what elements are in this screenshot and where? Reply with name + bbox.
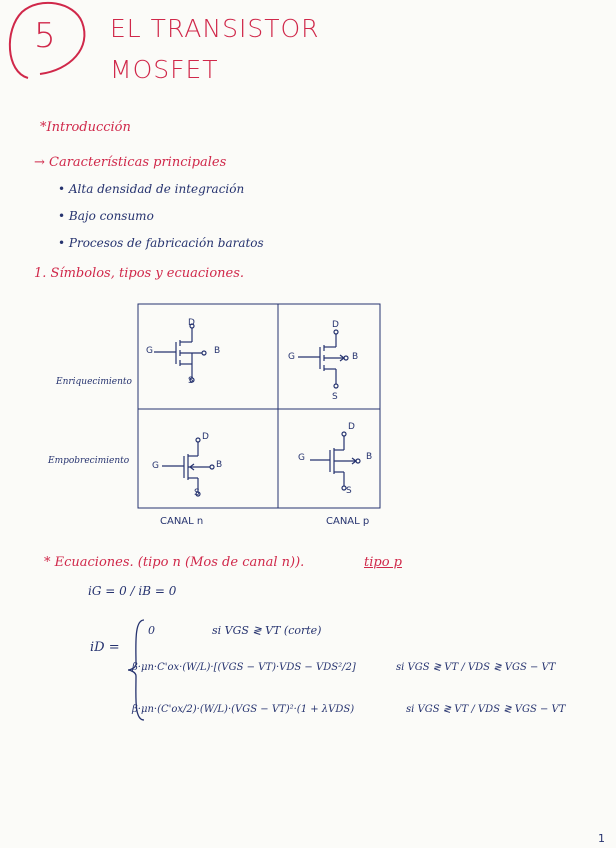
- chapter-circle-icon: [0, 0, 120, 90]
- chapter-number: 5: [34, 16, 57, 56]
- terminal-label: G: [152, 461, 159, 471]
- enhancement-pmos-symbol: [298, 330, 348, 388]
- case-condition: si VGS ≷ VT (corte): [212, 624, 322, 637]
- case-condition: si VGS ≷ VT / VDS ≷ VGS − VT: [406, 704, 566, 715]
- col-label-n: CANAL n: [160, 516, 204, 527]
- terminal-label: B: [216, 460, 223, 470]
- case-condition: si VGS ≷ VT / VDS ≷ VGS − VT: [396, 662, 556, 673]
- terminal-label: D: [188, 318, 195, 328]
- terminal-label: G: [288, 352, 295, 362]
- row-label-enhancement: Enriquecimiento: [56, 377, 132, 387]
- terminal-label: S: [188, 376, 194, 386]
- intro-heading: *Introducción: [40, 120, 131, 135]
- terminal-label: G: [298, 453, 305, 463]
- enhancement-nmos-symbol: [154, 324, 206, 382]
- feature-item: • Alta densidad de integración: [58, 182, 245, 196]
- case-expression: β·μn·C'ox·(W/L)·[(VGS − VT)·VDS − VDS²/2]: [132, 662, 356, 673]
- gate-currents: iG = 0 / iB = 0: [88, 584, 177, 598]
- equations-heading: * Ecuaciones. (tipo n (Mos de canal n)).: [44, 555, 305, 570]
- page-number: 1: [598, 832, 605, 845]
- case-expression: 0: [148, 624, 155, 637]
- title-line-1: EL TRANSISTOR: [110, 14, 320, 43]
- terminal-label: S: [332, 392, 338, 402]
- terminal-label: B: [214, 346, 221, 356]
- col-label-p: CANAL p: [326, 516, 370, 527]
- row-label-depletion: Empobrecimiento: [48, 456, 130, 466]
- equations-tipo-p: tipo p: [364, 555, 402, 570]
- mosfet-symbols-grid: [130, 302, 386, 514]
- case-expression: β·μn·(C'ox/2)·(W/L)·(VGS − VT)²·(1 + λVDS): [132, 704, 355, 715]
- terminal-label: D: [332, 320, 339, 330]
- terminal-label: S: [346, 486, 352, 496]
- features-heading: → Características principales: [34, 155, 227, 170]
- feature-item: • Procesos de fabricación baratos: [58, 236, 264, 250]
- terminal-label: S: [194, 488, 200, 498]
- terminal-label: D: [202, 432, 209, 442]
- id-label: iD =: [90, 640, 120, 655]
- depletion-pmos-symbol: [310, 432, 360, 490]
- title-line-2: MOSFET: [110, 55, 219, 84]
- depletion-nmos-symbol: [162, 438, 214, 496]
- terminal-label: B: [366, 452, 373, 462]
- terminal-label: D: [348, 422, 355, 432]
- section-heading: 1. Símbolos, tipos y ecuaciones.: [34, 266, 245, 281]
- terminal-label: B: [352, 352, 359, 362]
- feature-item: • Bajo consumo: [58, 209, 154, 223]
- terminal-label: G: [146, 346, 153, 356]
